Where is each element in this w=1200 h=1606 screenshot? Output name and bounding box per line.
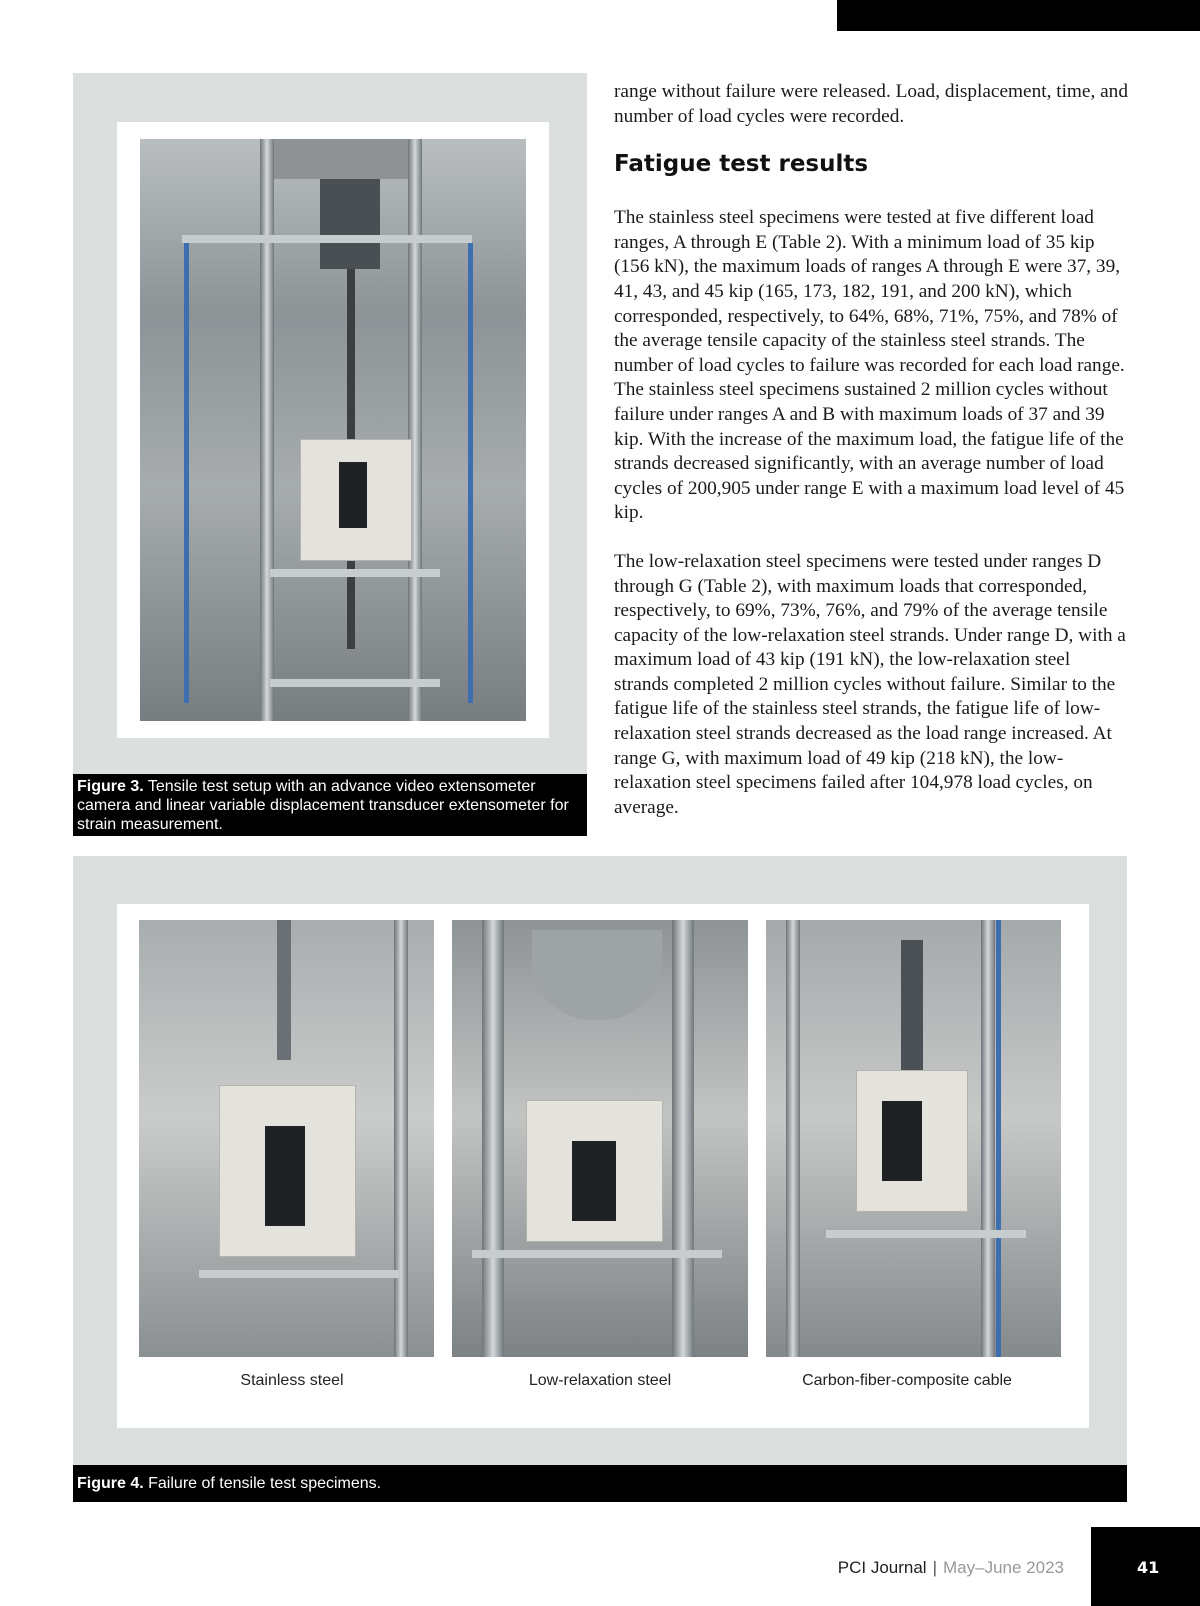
- figure-3-caption-text: Tensile test setup with an advance video extensometer camera and linear variable displacement transducer extensometer for strain measurement.: [77, 778, 569, 833]
- figure-3-label: Figure 3.: [77, 778, 144, 795]
- paragraph-stainless: The stainless steel specimens were tested at five different load ranges, A through E (Table 2). With a minimum load of 35 kip (156 kN), the maximum loads of ranges A through E were 37, 39, 41, 43, and 45 kip (165, 173, 182, 191, and 200 kN), which corresponded, respectively, to 64%, 68%, 71%, 75%, and 78% of the average tensile capacity of the stainless steel strands. The number of load cycles to failure was recorded for each load range. The stainless steel specimens sustained 2 million cycles without failure under ranges A and B with maximum loads of 37 and 39 kip. With the increase of the maximum load, the fatigue life of the strands decreased significantly, with an average number of load cycles of 200,905 under range E with a maximum load level of 45 kip.: [614, 207, 1125, 524]
- subfigure-label-stainless: Stainless steel: [240, 1372, 344, 1389]
- subfigure-label-carbon-fiber: Carbon-fiber-composite cable: [802, 1372, 1012, 1389]
- page-number-box: [1091, 1527, 1200, 1606]
- photo-stainless-steel: [139, 920, 434, 1357]
- intro-paragraph: range without failure were released. Load, displacement, time, and number of load cycles were recorded.: [614, 81, 1128, 127]
- page-number: 41: [1137, 1558, 1160, 1577]
- figure-3-caption: [73, 774, 587, 836]
- figure-3-photo: [140, 139, 526, 721]
- figure-4-caption: [73, 1465, 1127, 1502]
- subfigure-label-low-relaxation: Low-relaxation steel: [528, 1372, 672, 1389]
- section-heading: Fatigue test results: [614, 151, 869, 178]
- footer-journal-info: [838, 1558, 1064, 1578]
- paragraph-low-relaxation: The low-relaxation steel specimens were tested under ranges D through G (Table 2), with maximum loads that corresponded, respectively, to 69%, 73%, 76%, and 79% of the average tensile capacity of the low-relaxation steel strands. Under range D, with a maximum load of 43 kip (191 kN), the low-relaxation steel strands completed 2 million cycles without failure. Similar to the fatigue life of the stainless steel strands, the fatigue life of low-relaxation steel strands decreased as the load range increased. At range G, with maximum load of 49 kip (218 kN), the low-relaxation steel specimens failed after 104,978 load cycles, on average.: [614, 550, 1126, 818]
- figure-4-caption-text: Failure of tensile test specimens.: [143, 1475, 382, 1492]
- footer-separator: |: [932, 1558, 938, 1577]
- journal-name: PCI Journal: [837, 1558, 927, 1577]
- issue-date: May–June 2023: [943, 1558, 1064, 1577]
- figure-4-label: Figure 4.: [77, 1475, 144, 1492]
- header-bar: [837, 0, 1200, 31]
- text-column: [614, 80, 1128, 844]
- photo-carbon-fiber-cable: [766, 920, 1061, 1357]
- photo-low-relaxation-steel: [452, 920, 748, 1357]
